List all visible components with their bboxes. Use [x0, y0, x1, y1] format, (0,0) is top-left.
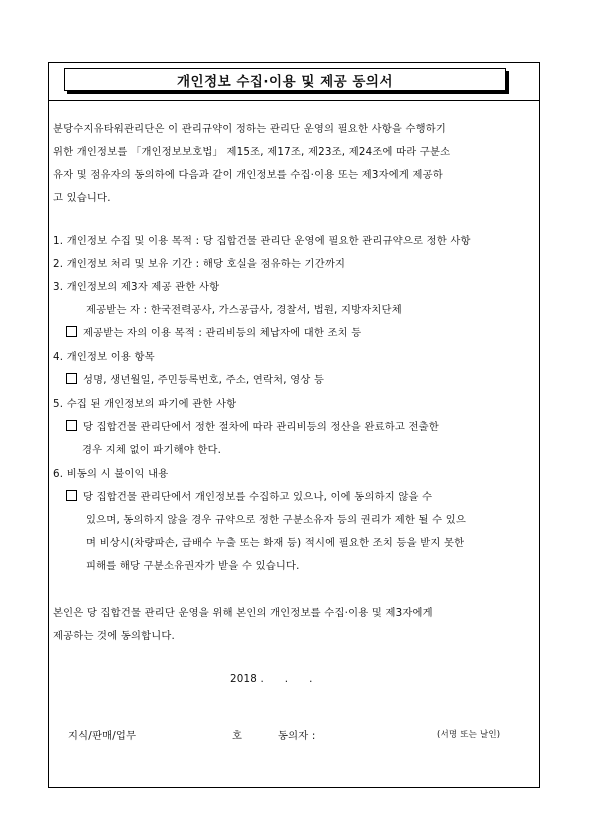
disposal-row [66, 418, 439, 433]
sign-hint: (서명 또는 날인) [437, 730, 501, 740]
disadvantage-text-cont: 있으며, 동의하지 않을 경우 규약으로 정한 구분소유자 등의 권리가 제한 될 수 있으 [86, 514, 466, 526]
consenter-label: 동의자 : [278, 730, 316, 742]
intro-line: 분당수지유타워관리단은 이 관리규약이 정하는 관리단 운영의 필요한 사항을 수행하기 [53, 123, 447, 135]
intro-line: 유자 및 점유자의 동의하에 다음과 같이 개인정보를 수집·이용 또는 제3자에게 제공하 [53, 169, 443, 181]
fields-row [66, 371, 324, 386]
disposal-text: 당 집합건물 관리단에서 정한 절차에 따라 관리비등의 정산을 완료하고 전출한 [83, 421, 439, 433]
intro-line: 고 있습니다. [53, 192, 111, 204]
item-fields: 4. 개인정보 이용 항목 [53, 351, 155, 363]
form-title: 개인정보 수집·이용 및 제공 동의서 [176, 73, 393, 90]
consent-line: 본인은 당 집합건물 관리단 운영을 위해 본인의 개인정보를 수집·이용 및 제3자에게 [53, 607, 433, 619]
disadvantage-row [66, 488, 432, 503]
item-third-party: 3. 개인정보의 제3자 제공 관한 사항 [53, 281, 220, 293]
disadvantage-text-cont: 며 비상시(차량파손, 급배수 누출 또는 화재 등) 적시에 필요한 조치 등을 받지 못한 [86, 537, 465, 549]
third-party-purpose: 제공받는 자의 이용 목적 : 관리비등의 체납자에 대한 조치 등 [83, 327, 362, 339]
intro-line: 위한 개인정보를 「개인정보보호법」 제15조, 제17조, 제23조, 제24조에 따라 구분소 [53, 146, 451, 158]
date-field[interactable]: 2018 . . . [230, 673, 313, 685]
item-disposal: 5. 수집 된 개인정보의 파기에 관한 사항 [53, 398, 237, 410]
fields-list: 성명, 생년월일, 주민등록번호, 주소, 연락처, 영상 등 [83, 374, 325, 386]
item-disadvantage: 6. 비동의 시 불이익 내용 [53, 468, 169, 480]
unit-label: 지식/판매/업무 [68, 730, 137, 742]
item-retention: 2. 개인정보 처리 및 보유 기간 : 해당 호실을 점유하는 기간까지 [53, 258, 346, 270]
third-party-purpose-row [66, 324, 361, 339]
title-divider [48, 100, 540, 101]
checkbox[interactable] [66, 490, 77, 501]
disposal-text-cont: 경우 지체 없이 파기해야 한다. [82, 444, 222, 456]
consent-line: 제공하는 것에 동의합니다. [53, 630, 176, 642]
checkbox[interactable] [66, 326, 77, 337]
disadvantage-text-cont: 피해를 해당 구분소유권자가 받을 수 있습니다. [86, 560, 300, 572]
ho-label: 호 [232, 730, 243, 742]
title-box [64, 68, 506, 91]
checkbox[interactable] [66, 373, 77, 384]
checkbox[interactable] [66, 420, 77, 431]
item-purpose: 1. 개인정보 수집 및 이용 목적 : 당 집합건물 관리단 운영에 필요한 관리규약으로 정한 사항 [53, 235, 471, 247]
disadvantage-text: 당 집합건물 관리단에서 개인정보를 수집하고 있으나, 이에 동의하지 않을 수 [83, 491, 433, 503]
third-party-recipients: 제공받는 자 : 한국전력공사, 가스공급사, 경찰서, 법원, 지방자치단체 [86, 304, 402, 316]
